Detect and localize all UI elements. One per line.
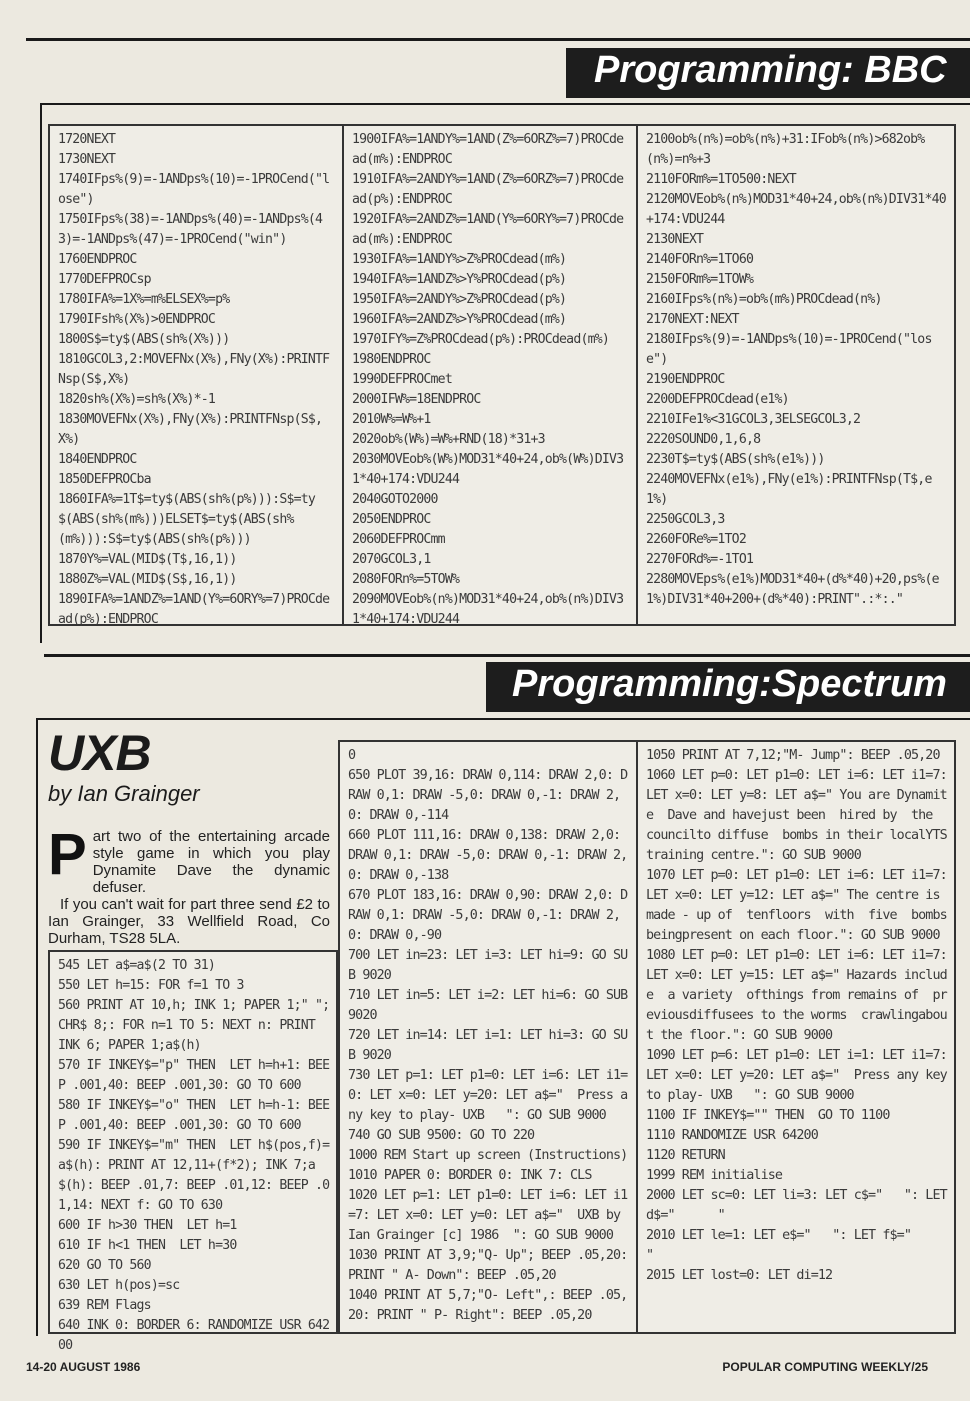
code-line: 0 <box>348 748 356 763</box>
code-line: 1000 REM Start up screen (Instructions) <box>348 1148 628 1163</box>
code-line: 1840ENDPROC <box>58 452 137 467</box>
intro-paragraph-1 <box>48 822 330 896</box>
code-line: 1120 RETURN <box>646 1148 725 1163</box>
code-line: 2070GCOL3,1 <box>352 552 431 567</box>
code-line: 1870Y%=VAL(MID$(T$,16,1)) <box>58 552 237 567</box>
code-line: 1810GCOL3,2:MOVEFNx(X%),FNy(X%):PRINTFNsp(S$,X%) <box>58 352 330 387</box>
code-line: 1060 LET p=0: LET p1=0: LET i=6: LET i1=7: LET x=0: LET y=8: LET a$=" You are Dynamite Dave and havejust been hired by the councilto diffuse bombs in their localYTS training centre.": GO SUB 9000 <box>646 768 954 863</box>
bbc-banner-text: Programming: BBC <box>594 49 947 91</box>
article-title: UXB <box>48 725 151 781</box>
code-line: 1850DEFPROCba <box>58 472 151 487</box>
code-line: 2110FORm%=1TO500:NEXT <box>646 172 796 187</box>
code-line: 2210IFe1%<31GCOL3,3ELSEGCOL3,2 <box>646 412 861 427</box>
code-line: 1110 RANDOMIZE USR 64200 <box>646 1128 818 1143</box>
code-line: 2040GOTO2000 <box>352 492 438 507</box>
code-line: 550 LET h=15: FOR f=1 TO 3 <box>58 978 244 993</box>
spectrum-section-rule <box>36 718 970 720</box>
code-line: 1100 IF INKEY$="" THEN GO TO 1100 <box>646 1108 890 1123</box>
bbc-listing-column-3 <box>636 126 954 624</box>
spectrum-left-margin-rule <box>36 718 38 1336</box>
code-line: 620 GO TO 560 <box>58 1258 151 1273</box>
code-line: 545 LET a$=a$(2 TO 31) <box>58 958 216 973</box>
code-line: 1040 PRINT AT 5,7;"O- Left",: BEEP .05,20: PRINT " P- Right": BEEP .05,20 <box>348 1288 628 1323</box>
code-line: 2280MOVEps%(e1%)MOD31*40+(d%*40)+20,ps%(e1%)DIV31*40+200+(d%*40):PRINT".:*:." <box>646 572 939 607</box>
code-line: 1950IFA%=2ANDY%>Z%PROCdead(p%) <box>352 292 567 307</box>
footer-publication: POPULAR COMPUTING WEEKLY/25 <box>722 1360 928 1374</box>
code-line: 1980ENDPROC <box>352 352 431 367</box>
code-line: 2010 LET le=1: LET e$=" ": LET f$=" " <box>646 1228 954 1263</box>
code-line: 650 PLOT 39,16: DRAW 0,114: DRAW 2,0: DRAW 0,1: DRAW -5,0: DRAW 0,-1: DRAW 2,0: DRAW 0,-114 <box>348 768 628 823</box>
code-line: 2270FORd%=-1TO1 <box>646 552 754 567</box>
code-line: 1999 REM initialise <box>646 1168 783 1183</box>
code-line: 639 REM Flags <box>58 1298 151 1313</box>
code-line: 2020ob%(W%)=W%+RND(18)*31+3 <box>352 432 545 447</box>
code-line: 2000 LET sc=0: LET li=3: LET c$=" ": LET d$=" " <box>646 1188 954 1223</box>
code-line: 1020 LET p=1: LET p1=0: LET i=6: LET i1=7: LET x=0: LET y=0: LET a$=" UXB by Ian Grainger [c] 1986 ": GO SUB 9000 <box>348 1188 628 1243</box>
code-line: 1770DEFPROCsp <box>58 272 151 287</box>
code-line: 1940IFA%=1ANDZ%>Y%PROCdead(p%) <box>352 272 567 287</box>
spectrum-listing-column-1 <box>50 952 336 1353</box>
code-line: 2050ENDPROC <box>352 512 431 527</box>
bbc-listing-panel <box>48 124 956 626</box>
code-line: 1780IFA%=1X%=m%ELSEX%=p% <box>58 292 230 307</box>
spectrum-banner-text: Programming:Spectrum <box>512 663 947 705</box>
spectrum-section-banner <box>486 662 970 712</box>
code-line: 1880Z%=VAL(MID$(S$,16,1)) <box>58 572 237 587</box>
code-line: 1820sh%(X%)=sh%(X%)*-1 <box>58 392 216 407</box>
code-line: 1070 LET p=0: LET p1=0: LET i=6: LET i1=7: LET x=0: LET y=12: LET a$=" The centre is made - up of tenfloors with five bombs beingpresent on each floor.": GO SUB 9000 <box>646 868 962 943</box>
code-line: 1080 LET p=0: LET p1=0: LET i=6: LET i1=7: LET x=0: LET y=15: LET a$=" Hazards include a variety ofthings from remains of previousdiffusees to the worms crawlingabout the floor.": GO SUB 9000 <box>646 948 954 1043</box>
left-margin-rule <box>40 103 42 643</box>
code-line: 570 IF INKEY$="p" THEN LET h=h+1: BEEP .001,40: BEEP .001,30: GO TO 600 <box>58 1058 330 1093</box>
code-line: 2100ob%(n%)=ob%(n%)+31:IFob%(n%)>682ob%(n%)=n%+3 <box>646 132 925 167</box>
code-line: 660 PLOT 111,16: DRAW 0,138: DRAW 2,0: DRAW 0,1: DRAW -5,0: DRAW 0,-1: DRAW 2,0: DRAW 0,-138 <box>348 828 628 883</box>
intro-text-1: art two of the entertaining arcade style game in which you play Dynamite Dave the dynamic defuser. <box>92 828 330 896</box>
code-line: 1790IFsh%(X%)>0ENDPROC <box>58 312 216 327</box>
code-line: 720 LET in=14: LET i=1: LET hi=3: GO SUB 9020 <box>348 1028 628 1063</box>
code-line: 2080FORn%=5TOW% <box>352 572 460 587</box>
footer-date: 14-20 AUGUST 1986 <box>26 1360 141 1374</box>
spectrum-listing-box-1 <box>48 950 338 1353</box>
code-line: 2150FORm%=1TOW% <box>646 272 754 287</box>
top-rule <box>26 38 970 41</box>
code-line: 2200DEFPROCdead(e1%) <box>646 392 789 407</box>
code-line: 1860IFA%=1T$=ty$(ABS(sh%(p%))):S$=ty$(ABS(sh%(m%)))ELSET$=ty$(ABS(sh%(m%))):S$=ty$(ABS(sh%(p%))) <box>58 492 316 547</box>
code-line: 560 PRINT AT 10,h; INK 1; PAPER 1;" ";CHR$ 8;: FOR n=1 TO 5: NEXT n: PRINT INK 6; PAPER 1;a$(h) <box>58 998 330 1053</box>
code-line: 670 PLOT 183,16: DRAW 0,90: DRAW 2,0: DRAW 0,1: DRAW -5,0: DRAW 0,-1: DRAW 2,0: DRAW 0,-90 <box>348 888 628 943</box>
code-line: 2010W%=W%+1 <box>352 412 431 427</box>
code-line: 1910IFA%=2ANDY%=1AND(Z%=6ORZ%=7)PROCdead(p%):ENDPROC <box>352 172 624 207</box>
code-line: 1960IFA%=2ANDZ%>Y%PROCdead(m%) <box>352 312 567 327</box>
code-line: 2140FORn%=1TO60 <box>646 252 754 267</box>
drop-cap: P <box>48 822 87 887</box>
code-line: 1760ENDPROC <box>58 252 137 267</box>
code-line: 1930IFA%=1ANDY%>Z%PROCdead(m%) <box>352 252 567 267</box>
code-line: 2260FORe%=1TO2 <box>646 532 746 547</box>
code-line: 710 LET in=5: LET i=2: LET hi=6: GO SUB 9020 <box>348 988 635 1023</box>
code-line: 1970IFY%=Z%PROCdead(p%):PROCdead(m%) <box>352 332 610 347</box>
intro-paragraph-2: If you can't wait for part three send £2 to Ian Grainger, 33 Wellfield Road, Co Durham, TS28 5LA. <box>48 896 330 947</box>
code-line: 630 LET h(pos)=sc <box>58 1278 180 1293</box>
code-line: 2060DEFPROCmm <box>352 532 445 547</box>
code-line: 2170NEXT:NEXT <box>646 312 739 327</box>
code-line: 640 INK 0: BORDER 6: RANDOMIZE USR 64200 <box>58 1318 330 1353</box>
code-line: 2000IFW%=18ENDPROC <box>352 392 481 407</box>
code-line: 1730NEXT <box>58 152 116 167</box>
code-line: 2240MOVEFNx(e1%),FNy(e1%):PRINTFNsp(T$,e1%) <box>646 472 932 507</box>
code-line: 2220SOUND0,1,6,8 <box>646 432 761 447</box>
code-line: 1090 LET p=6: LET p1=0: LET i=1: LET i1=7: LET x=0: LET y=20: LET a$=" Press any key to play- UXB ": GO SUB 9000 <box>646 1048 954 1103</box>
spectrum-top-rule <box>44 654 970 657</box>
code-line: 2015 LET lost=0: LET di=12 <box>646 1268 833 1283</box>
code-line: 1750IFps%(38)=-1ANDps%(40)=-1ANDps%(43)=-1ANDps%(47)=-1PROCend("win") <box>58 212 323 247</box>
code-line: 2120MOVEob%(n%)MOD31*40+24,ob%(n%)DIV31*40+174:VDU244 <box>646 192 946 227</box>
code-line: 740 GO SUB 9500: GO TO 220 <box>348 1128 535 1143</box>
bbc-section-banner <box>566 48 970 98</box>
code-line: 2230T$=ty$(ABS(sh%(e1%))) <box>646 452 825 467</box>
code-line: 1030 PRINT AT 3,9;"Q- Up"; BEEP .05,20: PRINT " A- Down": BEEP .05,20 <box>348 1248 635 1283</box>
code-line: 580 IF INKEY$="o" THEN LET h=h-1: BEEP .001,40: BEEP .001,30: GO TO 600 <box>58 1098 330 1133</box>
spectrum-listing-box-2 <box>338 740 962 1334</box>
code-line: 1990DEFPROCmet <box>352 372 452 387</box>
code-line: 1900IFA%=1ANDY%=1AND(Z%=6ORZ%=7)PROCdead(m%):ENDPROC <box>352 132 624 167</box>
code-line: 2090MOVEob%(n%)MOD31*40+24,ob%(n%)DIV31*40+174:VDU244 <box>352 592 624 627</box>
code-line: 730 LET p=1: LET p1=0: LET i=6: LET i1=0: LET x=0: LET y=20: LET a$=" Press any key to play- UXB ": GO SUB 9000 <box>348 1068 628 1123</box>
spectrum-listing-column-2 <box>340 742 636 1332</box>
bbc-section-rule <box>40 103 970 105</box>
code-line: 1010 PAPER 0: BORDER 0: INK 7: CLS <box>348 1168 592 1183</box>
code-line: 2160IFps%(n%)=ob%(m%)PROCdead(n%) <box>646 292 882 307</box>
code-line: 1050 PRINT AT 7,12;"M- Jump": BEEP .05,20 <box>646 748 940 763</box>
code-line: 2250GCOL3,3 <box>646 512 725 527</box>
code-line: 1740IFps%(9)=-1ANDps%(10)=-1PROCend("lose") <box>58 172 330 207</box>
code-line: 1720NEXT <box>58 132 116 147</box>
code-line: 2190ENDPROC <box>646 372 725 387</box>
code-line: 1890IFA%=1ANDZ%=1AND(Y%=6ORY%=7)PROCdead(p%):ENDPROC <box>58 592 330 627</box>
code-line: 590 IF INKEY$="m" THEN LET h$(pos,f)=a$(h): PRINT AT 12,11+(f*2); INK 7;a$(h): BEEP .01,7: BEEP .01,12: BEEP .01,14: NEXT f: GO TO 630 <box>58 1138 330 1213</box>
code-line: 610 IF h<1 THEN LET h=30 <box>58 1238 237 1253</box>
article-byline: by Ian Grainger <box>48 781 200 806</box>
code-line: 1800S$=ty$(ABS(sh%(X%))) <box>58 332 230 347</box>
spectrum-listing-column-3 <box>636 742 962 1332</box>
code-line: 2130NEXT <box>646 232 704 247</box>
article-intro <box>48 822 330 947</box>
code-line: 2030MOVEob%(W%)MOD31*40+24,ob%(W%)DIV31*40+174:VDU244 <box>352 452 624 487</box>
code-line: 2180IFps%(9)=-1ANDps%(10)=-1PROCend("lose") <box>646 332 932 367</box>
bbc-listing-column-1 <box>50 126 342 627</box>
code-line: 700 LET in=23: LET i=3: LET hi=9: GO SUB 9020 <box>348 948 628 983</box>
bbc-listing-column-2 <box>342 126 636 627</box>
code-line: 1830MOVEFNx(X%),FNy(X%):PRINTFNsp(S$,X%) <box>58 412 323 447</box>
code-line: 600 IF h>30 THEN LET h=1 <box>58 1218 237 1233</box>
code-line: 1920IFA%=2ANDZ%=1AND(Y%=6ORY%=7)PROCdead(m%):ENDPROC <box>352 212 624 247</box>
